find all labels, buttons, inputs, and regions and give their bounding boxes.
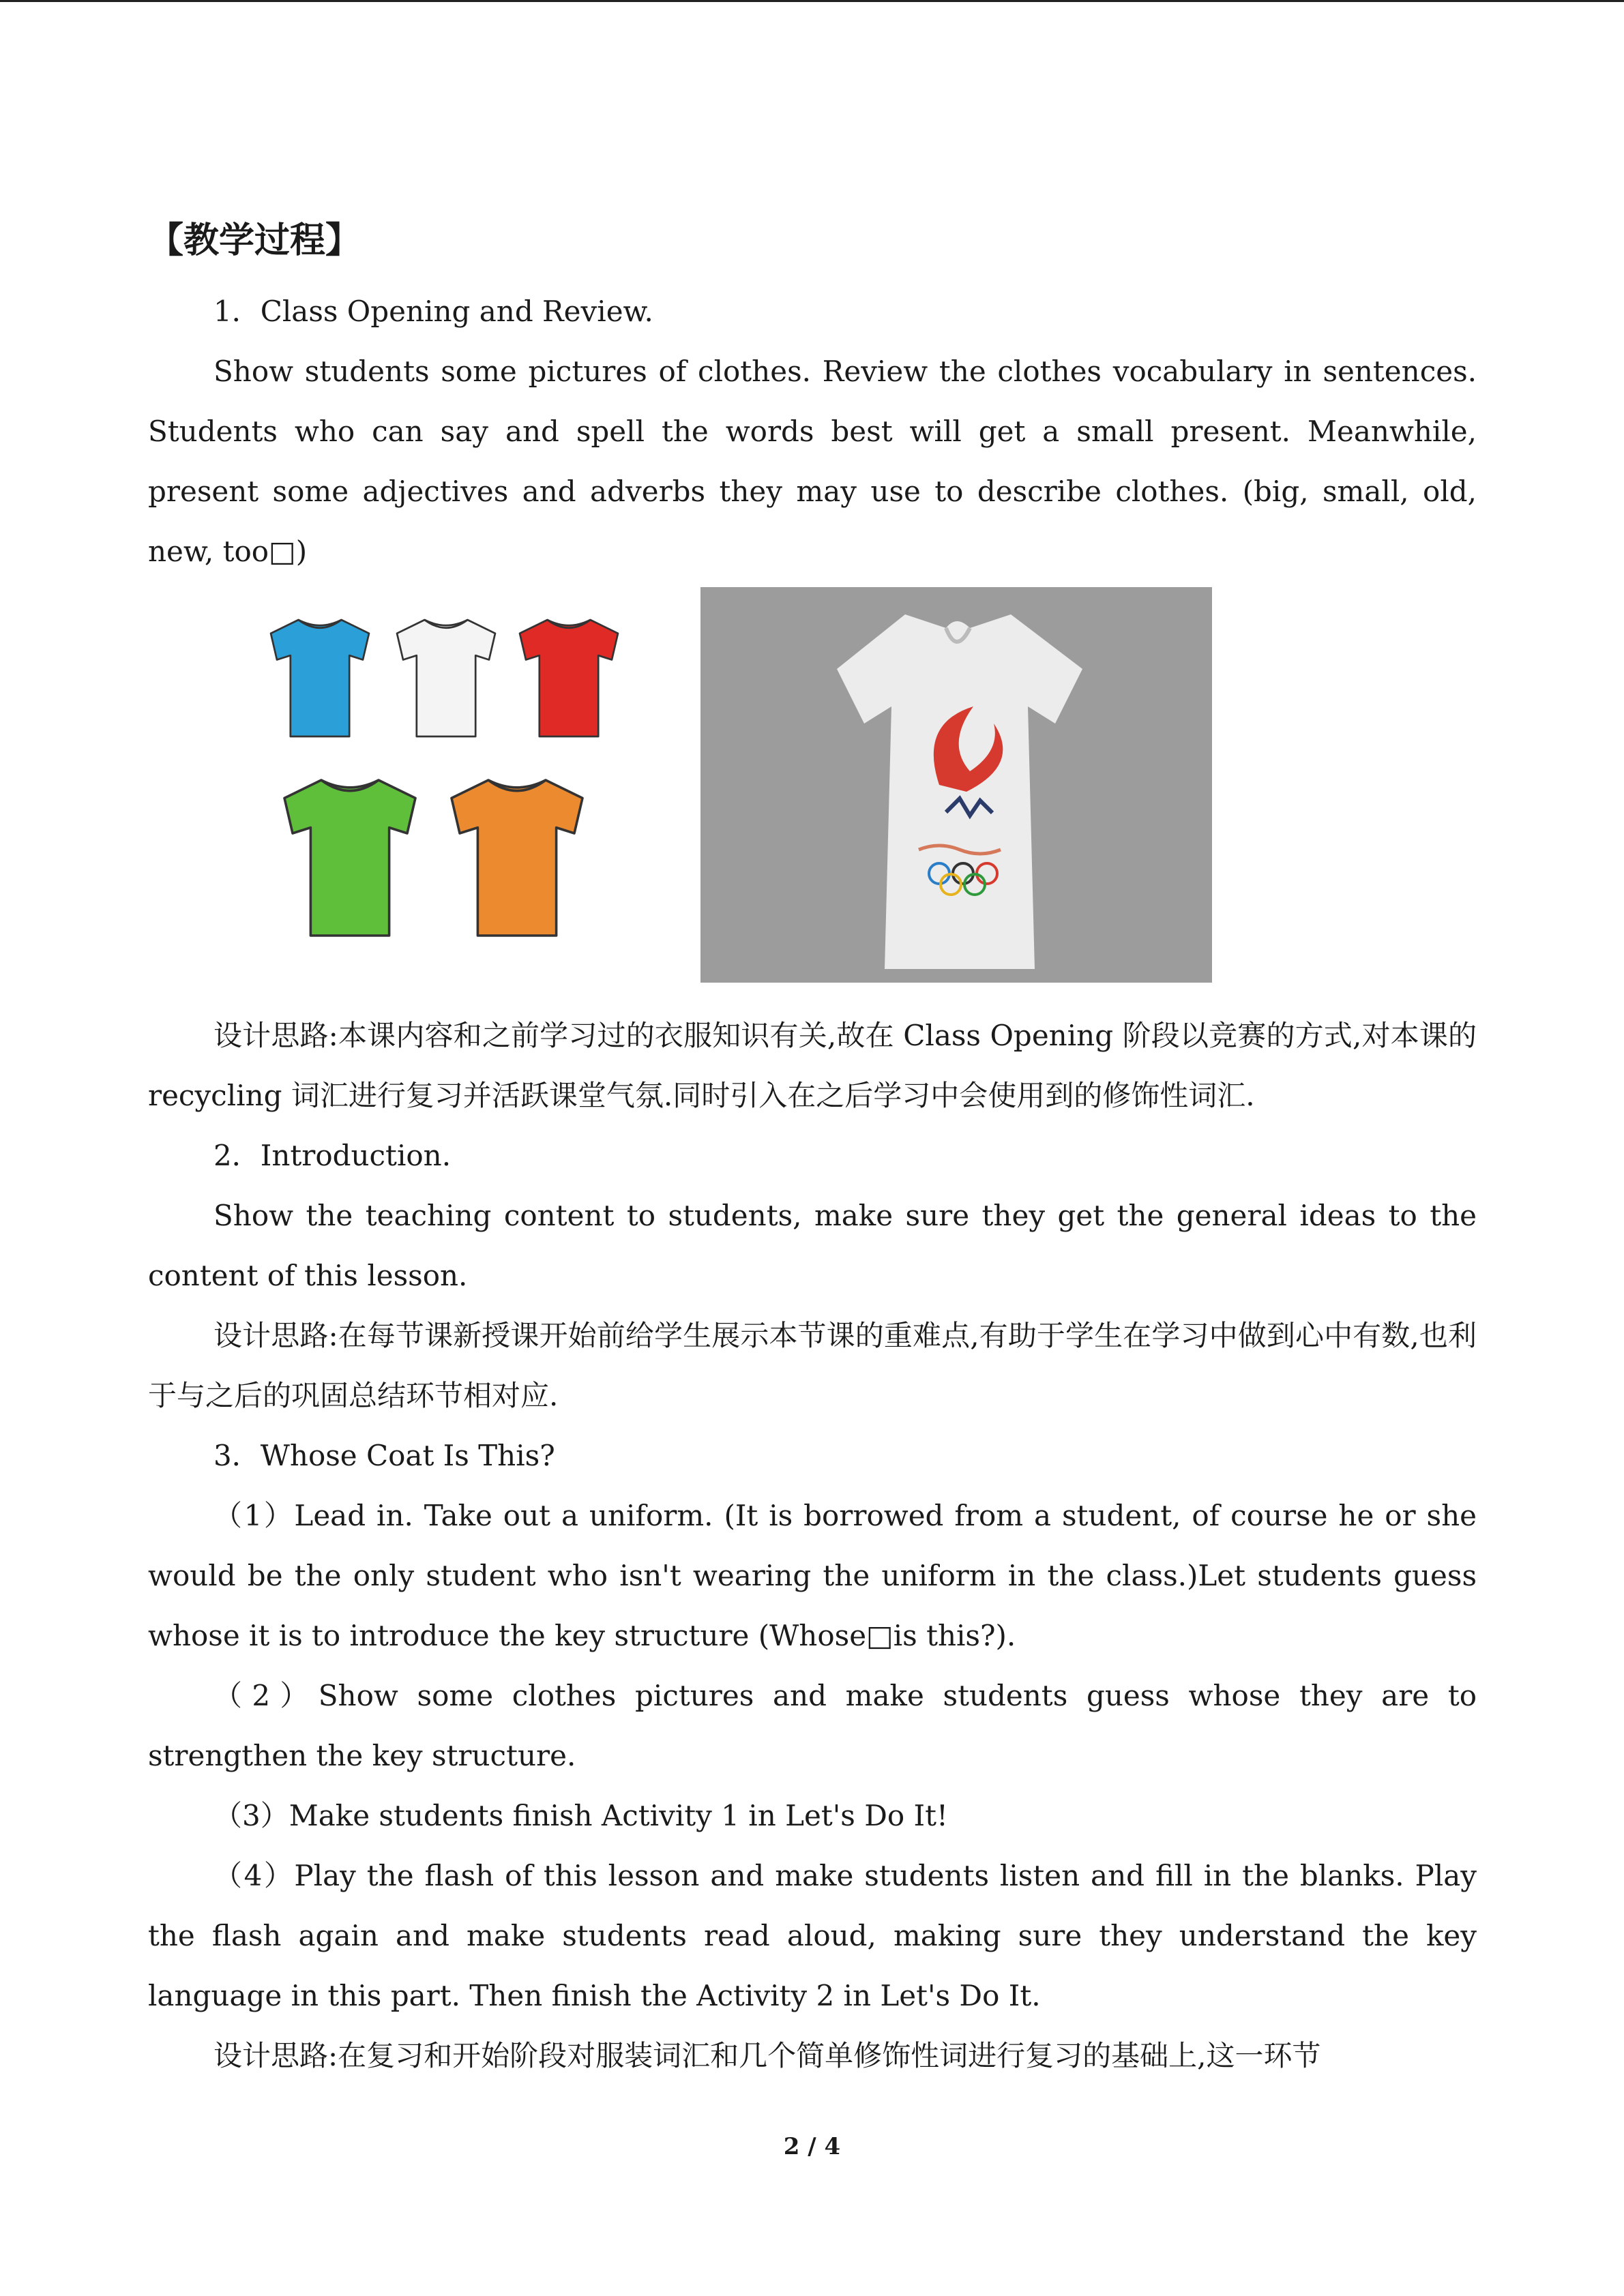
page-number: 2 / 4 [783, 2133, 841, 2160]
paragraph-introduction: Show the teaching content to students, make sure they get the general ideas to the content of this lesson. [148, 1199, 1477, 1292]
paragraph-design-1: 设计思路:本课内容和之前学习过的衣服知识有关,故在 Class Opening 阶段以竞赛的方式,对本课的 recycling 词汇进行复习并活跃课堂气氛.同时引入在之后学习中会使用到的修饰性词汇. [148, 1019, 1477, 1112]
paragraph-design-3: 设计思路:在复习和开始阶段对服装词汇和几个简单修饰性词进行复习的基础上,这一环节 [213, 2039, 1321, 2072]
paragraph-step-3: 3．Whose Coat Is This? [213, 1439, 555, 1472]
tshirt-icon [284, 780, 415, 936]
paragraph-substep-3: （3）Make students finish Activity 1 in Let's Do It! [213, 1799, 948, 1832]
paragraph-step-1: 1．Class Opening and Review. [213, 295, 653, 328]
paragraph-step-2: 2．Introduction. [213, 1139, 452, 1172]
paragraph-substep-2: （2）Show some clothes pictures and make students guess whose they are to strengthen the key structure. [148, 1679, 1477, 1772]
tshirt-icon [271, 620, 369, 736]
section-heading: 【教学过程】 [148, 220, 361, 261]
page-content [148, 207, 1477, 2086]
paragraph-design-2: 设计思路:在每节课新授课开始前给学生展示本节课的重难点,有助于学生在学习中做到心中有数,也利于与之后的巩固总结环节相对应. [148, 1319, 1477, 1412]
paragraph-review: Show students some pictures of clothes. Review the clothes vocabulary in sentences. Students who can say and spell the words best will get a small present. Meanwhile, present some adjectives and adverbs they may use to describe clothes. (big, small, old, new, too□) [148, 355, 1477, 568]
tshirt-icon [520, 620, 618, 736]
tshirt-icon [452, 780, 582, 936]
paragraph-substep-4: （4）Play the flash of this lesson and make students listen and fill in the blanks. Play the flash again and make students read aloud, making sure they understand the key language in this part. Then finish the Activity 2 in Let's Do It. [148, 1859, 1477, 2012]
colored-tshirts-image [264, 606, 632, 985]
olympic-tshirt-photo [700, 587, 1212, 983]
tshirt-icon [397, 620, 495, 736]
illustration-row [148, 587, 1477, 996]
paragraph-substep-1: （1）Lead in. Take out a uniform. (It is borrowed from a student, of course he or she would be the only student who isn't wearing the uniform in the class.)Let students guess whose it is to introduce the key structure (Whose□is this?). [148, 1499, 1477, 1652]
